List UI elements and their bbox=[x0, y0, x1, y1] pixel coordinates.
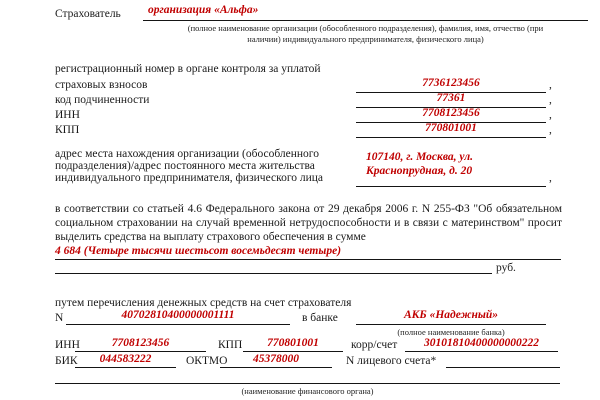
amount-field bbox=[55, 245, 561, 260]
account-number-field bbox=[66, 309, 290, 325]
bank-kpp-label: КПП bbox=[218, 339, 243, 351]
bank-name-field bbox=[356, 309, 546, 325]
account-number-value: 40702810400000001111 bbox=[121, 309, 235, 321]
finance-organ-hint: (наименование финансового органа) bbox=[241, 386, 374, 396]
bik-field bbox=[75, 353, 176, 368]
insured-hint-line1: (полное наименование организации (обособленного подразделения), фамилия, имя, отчество (при bbox=[187, 23, 544, 33]
oktmo-field bbox=[220, 353, 332, 368]
insured-hint-line2: наличии) индивидуального предпринимателя, физического лица) bbox=[247, 34, 484, 44]
comma-after-registration: , bbox=[549, 79, 552, 91]
bank-inn-value: 7708123456 bbox=[111, 337, 170, 349]
finance-organ-blank bbox=[55, 370, 560, 384]
bank-inn-field bbox=[75, 337, 206, 352]
amount-continuation-blank bbox=[55, 260, 492, 274]
insured-name-value: организация «Альфа» bbox=[148, 4, 259, 16]
address-label-line2: подразделения)/адрес постоянного места жительства bbox=[55, 160, 315, 172]
corr-account-field bbox=[405, 337, 558, 352]
request-paragraph: в соответствии со статьей 4.6 Федерального закона от 29 декабря 2006 г. N 255-ФЗ "Об обязательном социальном страховании на случай временной нетрудоспособности и в связи с материнством" просит выделить средства на выплату страхового обеспечения в сумме bbox=[55, 203, 562, 243]
address-label-line3: индивидуального предпринимателя, физического лица bbox=[55, 172, 324, 184]
personal-account-label: N лицевого счета* bbox=[346, 355, 437, 367]
bank-kpp-value: 770801001 bbox=[267, 337, 319, 349]
corr-account-label: корр/счет bbox=[351, 339, 398, 351]
address-value-line1: 107140, г. Москва, ул. bbox=[366, 151, 473, 163]
bank-name-value: АКБ «Надежный» bbox=[403, 309, 499, 321]
bank-inn-label: ИНН bbox=[55, 339, 80, 351]
transfer-intro: путем перечисления денежных средств на счет страхователя bbox=[55, 297, 352, 309]
oktmo-value: 45378000 bbox=[253, 353, 299, 365]
kpp-value: 770801001 bbox=[425, 122, 477, 134]
subordination-code-value: 77361 bbox=[436, 92, 466, 104]
kpp-field bbox=[356, 122, 546, 138]
oktmo-label: ОКТМО bbox=[186, 355, 228, 367]
personal-account-field bbox=[446, 353, 560, 368]
bank-label: в банке bbox=[302, 312, 338, 324]
currency-label: руб. bbox=[496, 262, 516, 274]
registration-number-value: 7736123456 bbox=[422, 77, 480, 89]
bik-value: 044583222 bbox=[99, 353, 152, 365]
amount-value: 4 684 (Четыре тысячи шестьсот восемьдесят четыре) bbox=[55, 245, 342, 257]
registration-number-field bbox=[356, 77, 546, 93]
insured-label: Страхователь bbox=[55, 8, 121, 20]
inn-field bbox=[356, 107, 546, 123]
subordination-code-field bbox=[356, 92, 546, 108]
kpp-label: КПП bbox=[55, 124, 80, 136]
registration-number-label-line1: регистрационный номер в органе контроля за уплатой bbox=[55, 63, 321, 75]
insured-field-hint bbox=[143, 23, 588, 45]
insured-name-field bbox=[143, 4, 588, 21]
address-label-line1: адрес места нахождения организации (обособленного bbox=[55, 148, 319, 160]
bank-kpp-field bbox=[243, 337, 343, 352]
address-value-line2: Краснопрудная, д. 20 bbox=[366, 165, 473, 177]
bank-name-hint: (полное наименование банка) bbox=[397, 327, 505, 337]
subordination-code-label: код подчиненности bbox=[55, 94, 150, 106]
inn-value: 7708123456 bbox=[422, 107, 480, 119]
registration-number-label-line2: страховых взносов bbox=[55, 79, 148, 91]
inn-label: ИНН bbox=[55, 109, 80, 121]
comma-after-inn: , bbox=[549, 109, 552, 121]
comma-after-address: , bbox=[549, 172, 552, 184]
corr-account-value: 30101810400000000222 bbox=[424, 337, 539, 349]
comma-after-subordination: , bbox=[549, 94, 552, 106]
bik-label: БИК bbox=[55, 355, 78, 367]
comma-after-kpp: , bbox=[549, 124, 552, 136]
account-number-prefix: N bbox=[55, 312, 64, 324]
